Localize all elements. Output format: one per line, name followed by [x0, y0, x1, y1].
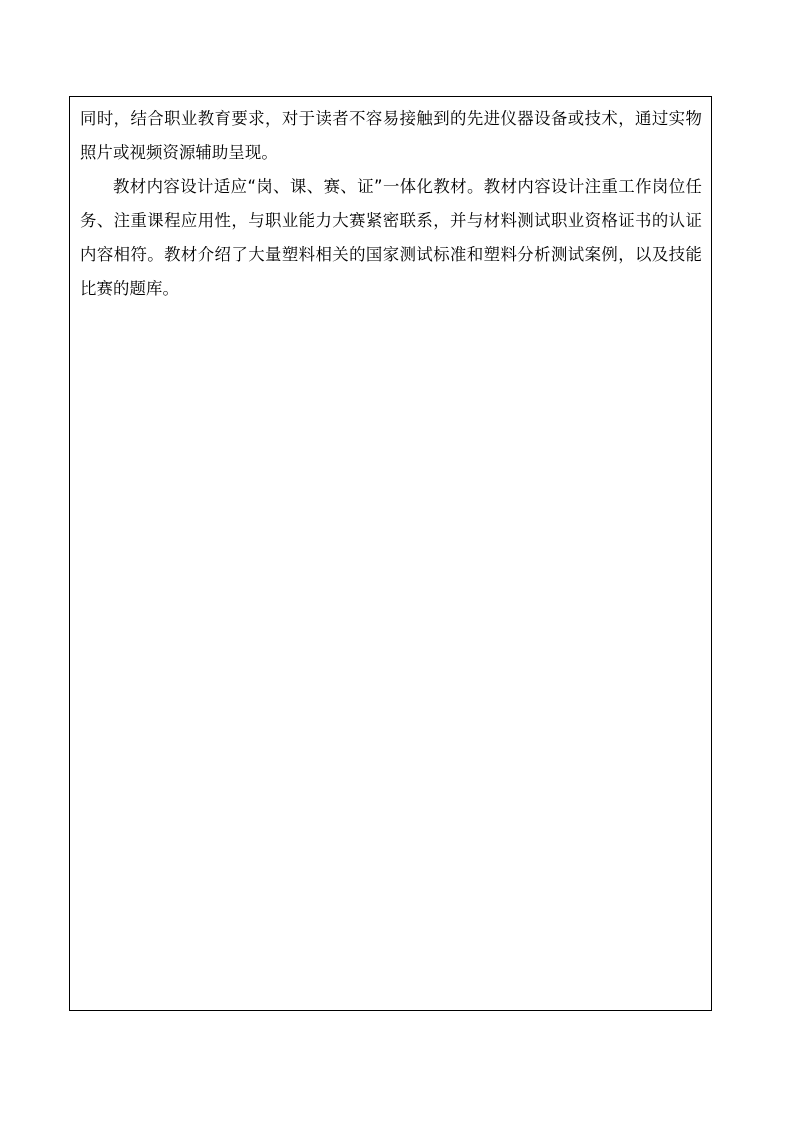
paragraph-continuation: 同时，结合职业教育要求，对于读者不容易接触到的先进仪器设备或技术，通过实物照片或视频资源辅助呈现。	[80, 109, 702, 162]
cell-content	[80, 97, 702, 306]
text-table-cell	[69, 96, 712, 1011]
paragraph-textbook-design: 教材内容设计适应“岗、课、赛、证”一体化教材。教材内容设计注重工作岗位任务、注重课程应用性，与职业能力大赛紧密联系，并与材料测试职业资格证书的认证内容相符。教材介绍了大量塑料相关的国家测试标准和塑料分析测试案例，以及技能比赛的题库。	[80, 177, 702, 298]
